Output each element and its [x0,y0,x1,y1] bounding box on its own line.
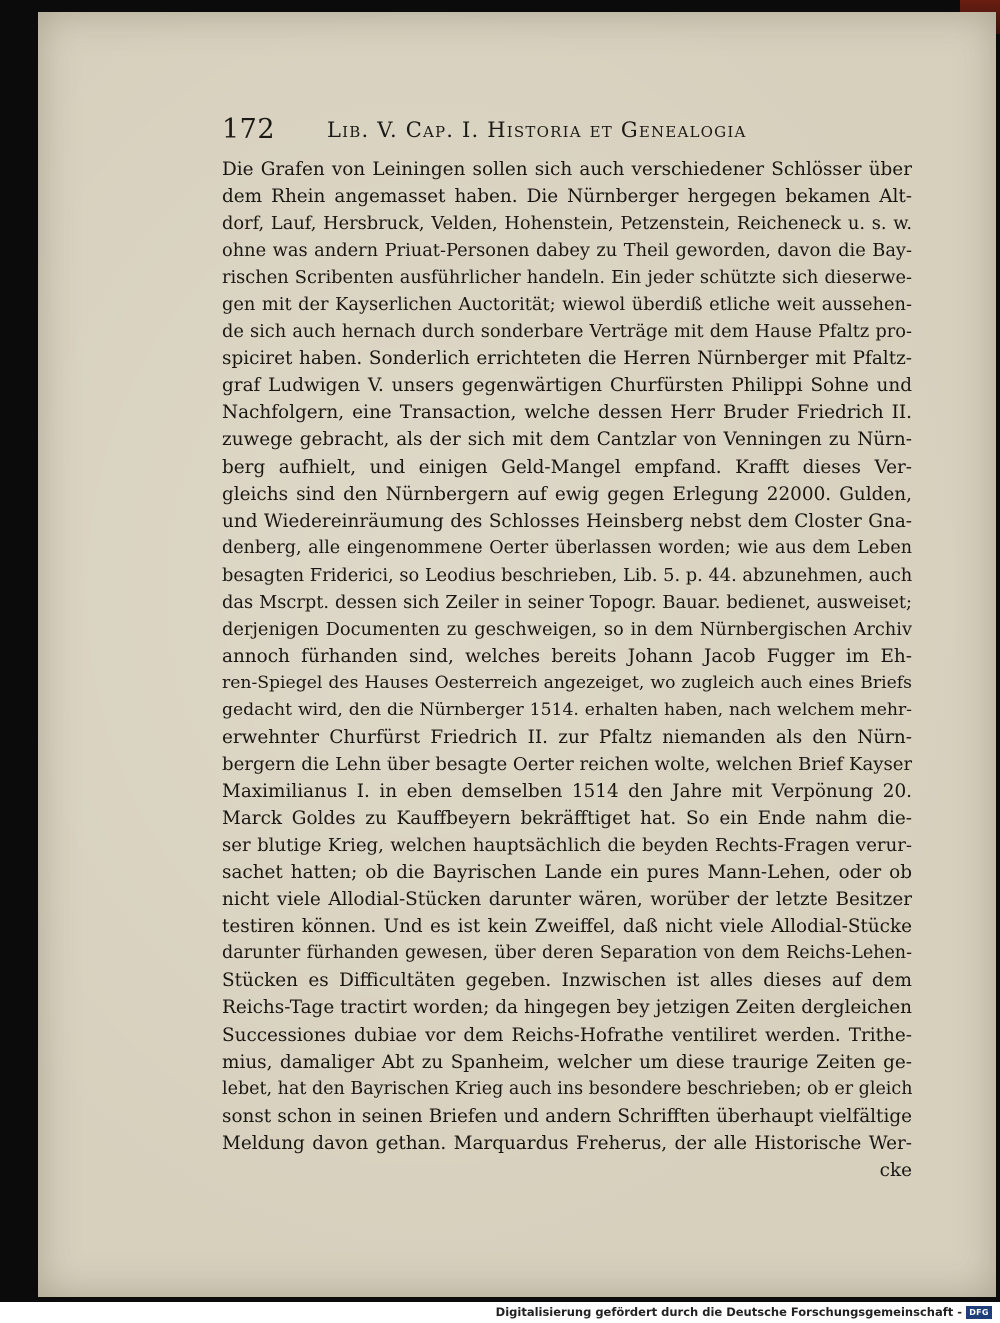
text-line: derjenigen Documenten zu geschweigen, so in dem Nürnbergischen Archiv [222,618,912,640]
text-line: gen mit der Kayserlichen Auctorität; wiewol überdiß etliche weit aussehen- [222,294,912,316]
text-line: denberg, alle eingenommene Oerter überlassen worden; wie aus dem Leben [222,537,912,558]
text-line: bergern die Lehn über besagte Oerter reichen wolte, welchen Brief Kayser [222,754,912,776]
text-line: testiren können. Und es ist kein Zweiffel, daß nicht viele Allodial-Stücke [222,916,912,938]
text-line: Nachfolgern, eine Transaction, welche dessen Herr Bruder Friedrich II. [222,402,912,424]
text-line: Marck Goldes zu Kauffbeyern bekräfftiget hat. So ein Ende nahm die- [222,808,912,830]
text-line: Die Grafen von Leiningen sollen sich auch verschiedener Schlösser über [222,159,912,180]
text-line: und Wiedereinräumung des Schlosses Heinsberg nebst dem Closter Gna- [222,510,912,532]
text-line: gleichs sind den Nürnbergern auf ewig gegen Erlegung 22000. Gulden, [222,483,912,505]
text-line: ohne was andern Priuat-Personen dabey zu Theil geworden, davon die Bay- [222,240,912,262]
text-line: dorf, Lauf, Hersbruck, Velden, Hohenstein, Petzenstein, Reicheneck u. s. w. [222,213,912,235]
text-line: Successiones dubiae vor dem Reichs-Hofrathe ventiliret werden. Trithe- [222,1024,912,1046]
dfg-logo-icon: DFG [966,1306,992,1319]
text-line: nicht viele Allodial-Stücken darunter wären, worüber der letzte Besitzer [222,889,912,911]
running-head [222,114,912,148]
text-line: Meldung davon gethan. Marquardus Freherus, der alle Historische Wer- [222,1132,912,1154]
text-line: zuwege gebracht, als der sich mit dem Cantzlar von Venningen zu Nürn- [222,429,912,451]
text-line: Reichs-Tage tractirt worden; da hingegen bey jetzigen Zeiten dergleichen [222,997,912,1019]
body-text [222,156,912,1184]
text-line: sonst schon in seinen Briefen und andern Schrifften überhaupt vielfältige [222,1105,912,1127]
text-line: sachet hatten; ob die Bayrischen Lande ein pures Mann-Lehen, oder ob [222,862,912,884]
text-line: das Mscrpt. dessen sich Zeiler in seiner Topogr. Bauar. bedienet, ausweiset; [222,591,912,613]
text-line: graf Ludwigen V. unsers gegenwärtigen Churfürsten Philippi Sohne und [222,375,912,397]
text-line: Maximilianus I. in eben demselben 1514 den Jahre mit Verpönung 20. [222,781,912,803]
text-line: annoch fürhanden sind, welches bereits Johann Jacob Fugger im Eh- [222,645,912,667]
text-line: ser blutige Krieg, welchen hauptsächlich die beyden Rechts-Fragen verur- [222,835,912,857]
text-line: spiciret haben. Sonderlich errichteten die Herren Nürnberger mit Pfaltz- [222,348,912,370]
text-line: rischen Scribenten ausführlicher handeln. Ein jeder schützte sich dieserwe- [222,267,912,289]
text-line: darunter fürhanden gewesen, über deren Separation von dem Reichs-Lehen- [222,943,912,964]
text-line: cke [879,1159,912,1181]
text-line: mius, damaliger Abt zu Spanheim, welcher um diese traurige Zeiten ge- [222,1051,912,1073]
text-line: dem Rhein angemasset haben. Die Nürnberger hergegen bekamen Alt- [222,186,912,208]
text-line: besagten Friderici, so Leodius beschrieben, Lib. 5. p. 44. abzunehmen, auch [222,564,912,586]
text-line: gedacht wird, den die Nürnberger 1514. erhalten haben, nach welchem mehr- [222,699,912,720]
text-line: lebet, hat den Bayrischen Krieg auch ins besondere beschrieben; ob er gleich [222,1078,912,1099]
text-line: ren-Spiegel des Hauses Oesterreich angezeiget, wo zugleich auch eines Briefs [222,672,912,693]
text-line: berg aufhielt, und einigen Geld-Mangel empfand. Krafft dieses Ver- [222,456,912,478]
text-line: Stücken es Difficultäten gegeben. Inzwischen ist alles dieses auf dem [222,970,912,992]
footer-bar [0,1302,1000,1323]
page-number: 172 [222,114,276,145]
footer-credit: Digitalisierung gefördert durch die Deutsche Forschungsgemeinschaft - [495,1305,962,1319]
text-line: de sich auch hernach durch sonderbare Verträge mit dem Hause Pfaltz pro- [222,321,912,343]
running-title: Lib. V. Cap. I. Historia et Genealogia [327,118,747,142]
text-line: erwehnter Churfürst Friedrich II. zur Pfaltz niemanden als den Nürn- [222,726,912,748]
